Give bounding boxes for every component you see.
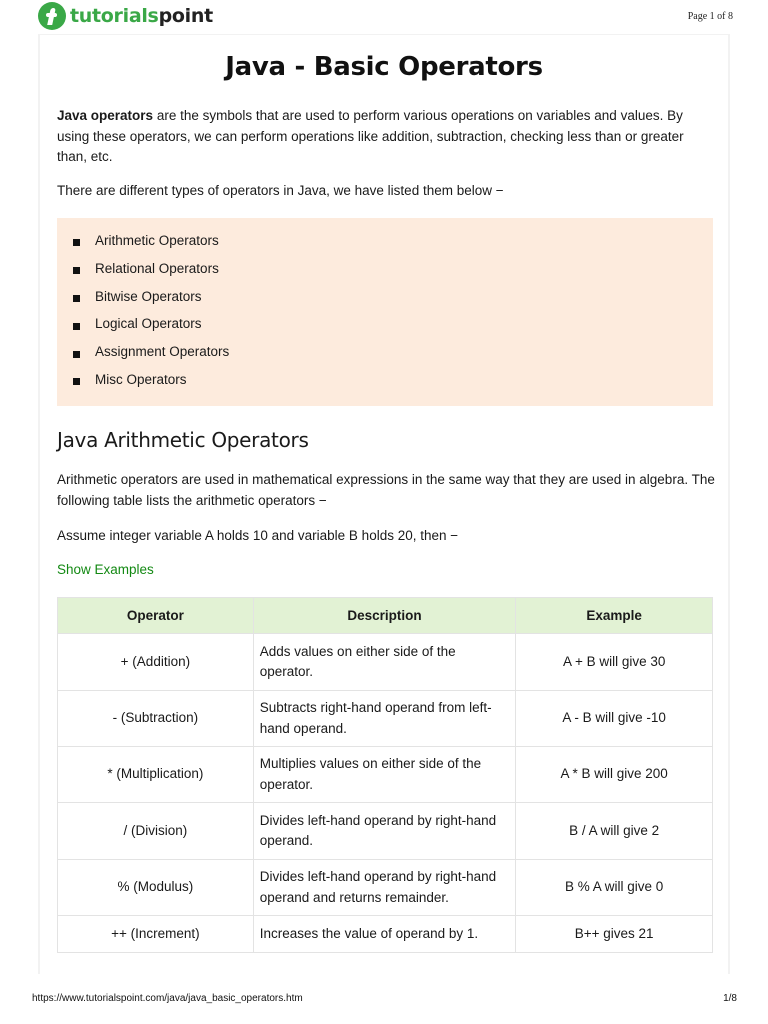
intro-paragraph (57, 106, 717, 168)
description-cell: Adds values on either side of the operator. (253, 634, 516, 691)
operator-cell: / (Division) (58, 803, 254, 860)
operator-cell: % (Modulus) (58, 860, 254, 916)
example-cell: A + B will give 30 (516, 634, 713, 691)
page-indicator: Page 1 of 8 (687, 11, 733, 22)
assume-text: Assume integer variable A holds 10 and variable B holds 20, then − (57, 528, 459, 543)
logo-text: tutorialspoint (70, 5, 213, 27)
bullet-icon (73, 378, 80, 385)
table-row (58, 860, 713, 916)
show-examples-link[interactable]: Show Examples (57, 562, 154, 577)
logo-icon (38, 2, 66, 30)
example-cell: B % A will give 0 (516, 860, 713, 916)
list-item: Misc Operators (95, 372, 187, 387)
table-row (58, 747, 713, 803)
example-cell: A * B will give 200 (516, 747, 713, 803)
table-row (58, 803, 713, 860)
intro-rest: are the symbols that are used to perform various operations on variables and values. By using these operators, we can perform operations like addition, subtraction, checking less than or greater than, etc. (57, 108, 684, 164)
bullet-icon (73, 323, 80, 330)
list-item: Arithmetic Operators (95, 233, 219, 248)
table-row (58, 691, 713, 747)
list-item: Logical Operators (95, 316, 202, 331)
bullet-icon (73, 239, 80, 246)
section-heading: Java Arithmetic Operators (57, 428, 309, 452)
description-cell: Subtracts right-hand operand from left-hand operand. (253, 691, 516, 747)
list-item: Bitwise Operators (95, 289, 202, 304)
operator-cell: ++ (Increment) (58, 916, 254, 953)
example-cell: B / A will give 2 (516, 803, 713, 860)
operator-cell: + (Addition) (58, 634, 254, 691)
list-item: Assignment Operators (95, 344, 230, 359)
operator-cell: * (Multiplication) (58, 747, 254, 803)
description-cell: Increases the value of operand by 1. (253, 916, 516, 953)
operator-types-list (57, 218, 713, 406)
column-header-example: Example (516, 598, 713, 634)
operator-cell: - (Subtraction) (58, 691, 254, 747)
description-cell: Multiplies values on either side of the operator. (253, 747, 516, 803)
footer-url: https://www.tutorialspoint.com/java/java_basic_operators.htm (32, 993, 303, 1004)
table-row (58, 916, 713, 953)
table-header-row (58, 598, 713, 634)
top-bar (0, 0, 768, 34)
bullet-icon (73, 267, 80, 274)
types-intro: There are different types of operators in Java, we have listed them below − (57, 183, 504, 198)
example-cell: A - B will give -10 (516, 691, 713, 747)
table-row (58, 634, 713, 691)
page-title: Java - Basic Operators (225, 52, 543, 82)
arithmetic-operators-table (57, 597, 713, 953)
bullet-icon (73, 295, 80, 302)
description-cell: Divides left-hand operand by right-hand operand. (253, 803, 516, 860)
bullet-icon (73, 351, 80, 358)
column-header-operator: Operator (58, 598, 254, 634)
arith-description: Arithmetic operators are used in mathematical expressions in the same way that they are used in algebra. The following table lists the arithmetic operators − (57, 472, 715, 508)
footer-page-number: 1/8 (723, 993, 737, 1004)
description-cell: Divides left-hand operand by right-hand operand and returns remainder. (253, 860, 516, 916)
column-header-description: Description (253, 598, 516, 634)
tutorialspoint-logo[interactable] (38, 2, 213, 30)
intro-bold: Java operators (57, 108, 154, 123)
example-cell: B++ gives 21 (516, 916, 713, 953)
list-item: Relational Operators (95, 261, 219, 276)
